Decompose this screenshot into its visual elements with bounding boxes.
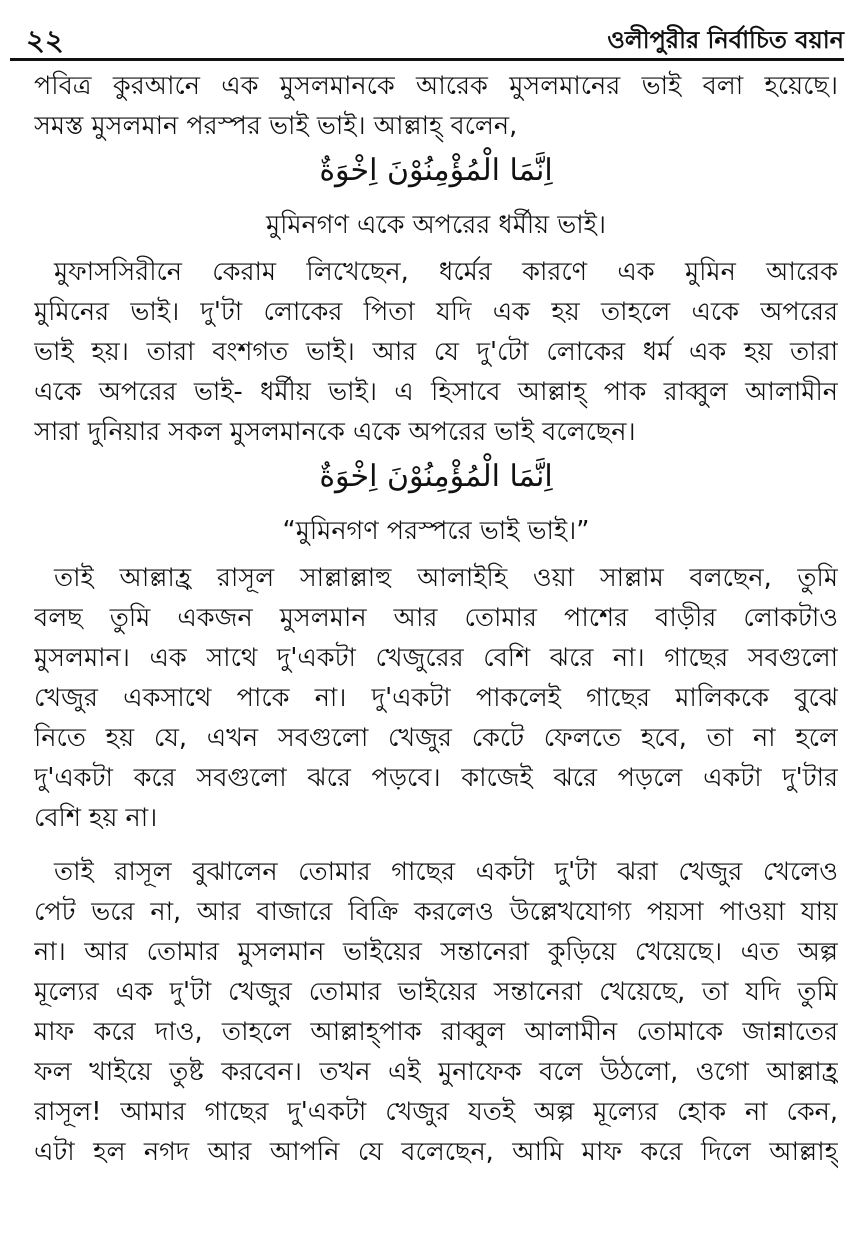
paragraph-1 bbox=[34, 66, 838, 146]
verse-translation: “মুমিনগণ পরস্পরে ভাই ভাই।” bbox=[282, 516, 590, 546]
text-line: এটা হল নগদ আর আপনি যে বলেছেন, আমি মাফ করে দিলে আল্লাহ্ bbox=[34, 1137, 838, 1167]
text-line: তাই আল্লাহ্র রাসূল সাল্লাল্লাহু আলাইহি ওয়া সাল্লাম বলছেন, তুমি bbox=[54, 563, 838, 593]
text-line: দু'একটা করে সবগুলো ঝরে পড়বে। কাজেই ঝরে পড়লে একটা দু'টার bbox=[34, 763, 838, 793]
text-line: পেট ভরে না, আর বাজারে বিক্রি করলেও উল্লেখযোগ্য পয়সা পাওয়া যায় bbox=[34, 897, 838, 927]
text-line: রাসূল! আমার গাছের দু'একটা খেজুর যতই অল্প মূল্যের হোক না কেন, bbox=[34, 1097, 838, 1127]
book-title: ওলীপুরীর নির্বাচিত বয়ান bbox=[607, 26, 844, 54]
text-line: খেজুর একসাথে পাকে না। দু'একটা পাকলেই গাছের মালিককে বুঝে bbox=[34, 683, 838, 713]
paragraph-3 bbox=[34, 558, 838, 838]
spacer bbox=[34, 838, 838, 852]
text-line: সমস্ত মুসলমান পরস্পর ভাই ভাই। আল্লাহ্ বলেন, bbox=[34, 111, 518, 141]
text-line: তাই রাসূল বুঝালেন তোমার গাছের একটা দু'টা ঝরা খেজুর খেলেও bbox=[54, 857, 838, 887]
text-line: বেশি হয় না। bbox=[34, 803, 158, 833]
text-line: পবিত্র কুরআনে এক মুসলমানকে আরেক মুসলমানের ভাই বলা হয়েছে। bbox=[34, 71, 838, 101]
text-line: না। আর তোমার মুসলমান ভাইয়ের সন্তানেরা কুড়িয়ে খেয়েছে। এত অল্প bbox=[34, 937, 838, 967]
page-body bbox=[34, 66, 838, 1240]
text-line: ভাই হয়। তারা বংশগত ভাই। আর যে দু'টো লোকের ধর্ম এক হয় তারা bbox=[34, 337, 838, 367]
text-line: সারা দুনিয়ার সকল মুসলমানকে একে অপরের ভাই বলেছেন। bbox=[34, 417, 636, 447]
header-rule bbox=[10, 58, 844, 61]
text-line: বলছ তুমি একজন মুসলমান আর তোমার পাশের বাড়ীর লোকটাও bbox=[34, 603, 838, 633]
text-line: মুমিনের ভাই। দু'টা লোকের পিতা যদি এক হয় তাহলে একে অপরের bbox=[34, 297, 838, 327]
text-line: মুসলমান। এক সাথে দু'একটা খেজুরের বেশি ঝরে না। গাছের সবগুলো bbox=[34, 643, 838, 673]
quran-quote-2 bbox=[34, 452, 838, 552]
arabic-verse: اِنَّمَا الْمُؤْمِنُوْنَ اِخْوَةٌ bbox=[319, 459, 553, 494]
text-line: মাফ করে দাও, তাহলে আল্লাহ্পাক রাব্বুল আলামীন তোমাকে জান্নাতের bbox=[34, 1017, 838, 1047]
text-line: ফল খাইয়ে তুষ্ট করবেন। তখন এই মুনাফেক বলে উঠলো, ওগো আল্লাহ্র bbox=[34, 1057, 838, 1087]
paragraph-4 bbox=[34, 852, 838, 1172]
page-number: ২২ bbox=[26, 23, 64, 57]
page-header bbox=[18, 12, 844, 56]
paragraph-2 bbox=[34, 252, 838, 452]
text-line: নিতে হয় যে, এখন সবগুলো খেজুর কেটে ফেলতে হবে, তা না হলে bbox=[34, 723, 838, 753]
text-line: মুফাসসিরীনে কেরাম লিখেছেন, ধর্মের কারণে এক মুমিন আরেক bbox=[54, 257, 838, 287]
text-line: একে অপরের ভাই- ধর্মীয় ভাই। এ হিসাবে আল্লাহ্ পাক রাব্বুল আলামীন bbox=[34, 377, 838, 407]
quran-quote-1 bbox=[34, 146, 838, 246]
verse-translation: মুমিনগণ একে অপরের ধর্মীয় ভাই। bbox=[265, 210, 607, 240]
text-line: মূল্যের এক দু'টা খেজুর তোমার ভাইয়ের সন্তানেরা খেয়েছে, তা যদি তুমি bbox=[34, 977, 838, 1007]
arabic-verse: اِنَّمَا الْمُؤْمِنُوْنَ اِخْوَةٌ bbox=[319, 153, 553, 188]
